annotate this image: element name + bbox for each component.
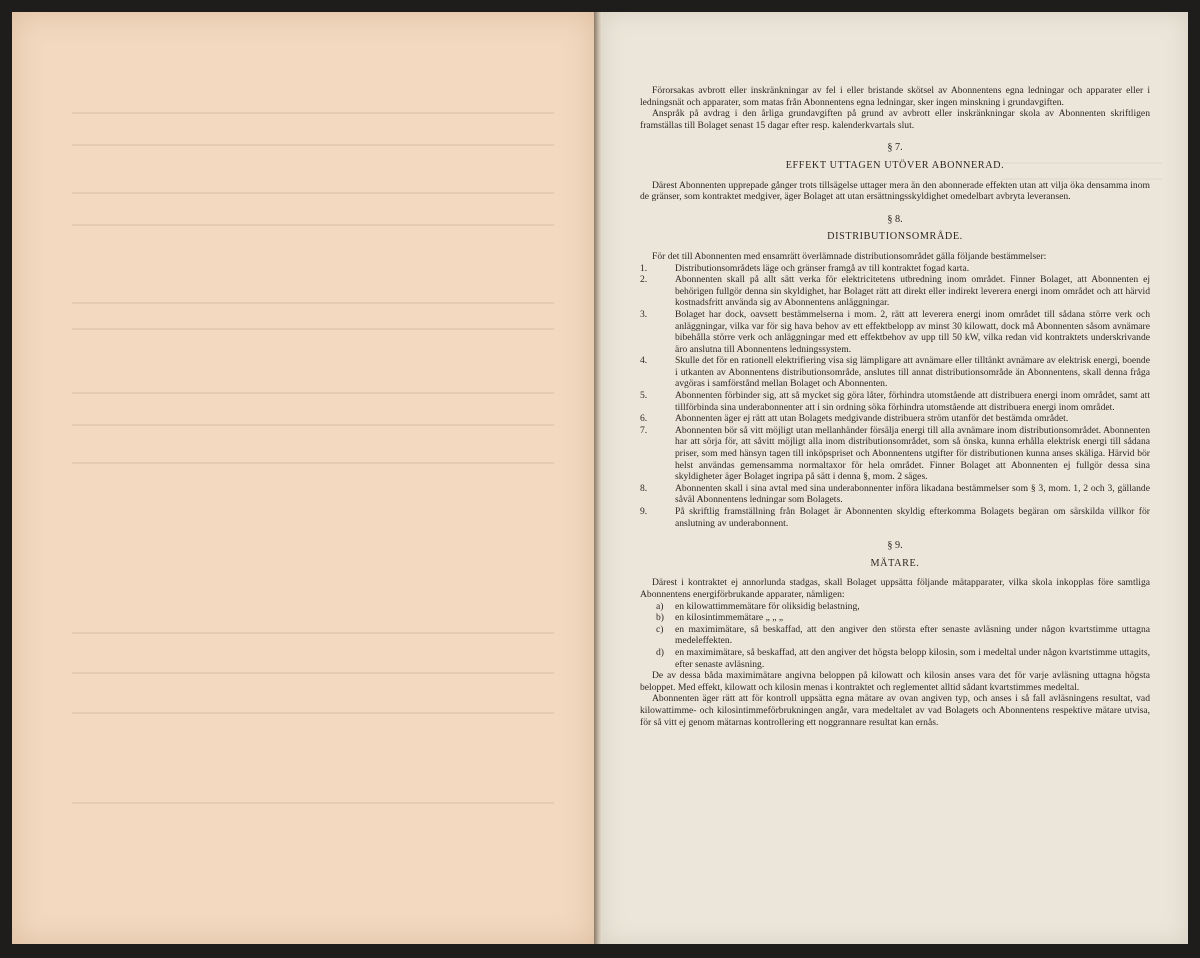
section-9-paragraph-2: De av dessa båda maximimätare angivna beloppen på kilowatt och kilosin anses vara det för varje avläsning uttagna högsta beloppet. Med effekt, kilowatt och kilosin menas i kontraktet och reglementet alltid sådant kvartstimmes medeltal.	[640, 670, 1150, 693]
right-page	[602, 12, 1188, 944]
section-9-paragraph-3: Abonnenten äger rätt att för kontroll uppsätta egna mätare av ovan angiven typ, och anses i så fall avläsningens resultat, vad kilowattimme- och kilosintimmeförbrukningen angår, vara medeltalet av vad Bolagets och Abonnentens respektive mätare utvisa, för så vitt ej genom mätarnas kontrollering ett noggrannare resultat kan ernås.	[640, 693, 1150, 728]
list-item: c) en maximimätare, så beskaffad, att den angiver den största efter senaste avläsning under någon kvartstimme uttagna medeleffekten.	[656, 623, 1150, 647]
list-item: 2. Abonnenten skall på allt sätt verka för elektricitetens utbredning inom området. Finner Bolaget, att Abonnenten ej behörigen fullgör denna sin skyldighet, har Bolaget rätt att direkt eller indirekt leverera energi inom området och att härvid kostnadsfritt använda sig av Abonnentens anläggningar.	[640, 274, 1150, 309]
list-item: 7. Abonnenten bör så vitt möjligt utan mellanhänder försälja energi till alla avnämare inom distributionsområdet. Abonnenten har att sörja för, att såvitt möjligt alla inom distributionsområdet, som så önska, kunna erhålla elektrisk energi till sådana priser, som med hänsyn tagen till inköpspriset och Abonnentens utgifter för distributionen kunna anses skäliga. Härvid bör helst användas gemensamma normaltaxor för hela området. Finner Bolaget att Abonnenten ej fullgör dessa sina skyldigheter äger Bolaget ingripa på sätt i denna §, mom. 2 säges.	[640, 424, 1150, 483]
intro-paragraph-2: Anspråk på avdrag i den årliga grundavgiften på grund av avbrott eller inskränkningar skola av Abonnenten skriftligen framställas till Bolaget senast 15 dagar efter resp. kalenderkvartals slut.	[640, 108, 1150, 131]
page-fold	[594, 12, 602, 944]
section-7-text: Därest Abonnenten upprepade gånger trots tillsägelse uttager mera än den abonnerade effekten utan att vilja öka densamma inom de gränser, som kontraktet medgiver, äger Bolaget att utan ersättningsskyldighet omedelbart avbryta leveransen.	[640, 179, 1150, 203]
list-item: a) en kilowattimmemätare för oliksidig belastning,	[656, 600, 860, 612]
list-item: 4. Skulle det för en rationell elektrifiering visa sig lämpligare att avnämare eller tilltänkt avnämare av elektrisk energi, boende i utkanten av Abonnentens distributionsområde, anslutes till annat distributionsområde än Abonnentens, skall denna fråga avgöras i samförstånd mellan Bolaget och Abonnenten.	[640, 355, 1150, 390]
list-item: d) en maximimätare, så beskaffad, att den angiver det högsta belopp kilosin, som i medeltal under någon kvartstimme uttagits, efter senaste avläsning.	[656, 646, 1150, 670]
section-8-title: DISTRIBUTIONSOMRÅDE.	[827, 231, 963, 243]
list-item: b) en kilosintimmemätare „ „ „	[656, 612, 784, 624]
list-item: 5. Abonnenten förbinder sig, att så mycket sig göra låter, förhindra utomstående att distribuera energi inom området, samt att tillförbinda sina underabonnenter att i sin ordning söka förhindra utomstående att distribuera energi inom området.	[640, 390, 1150, 413]
section-8-number: § 8.	[887, 213, 903, 225]
section-7-number: § 7.	[887, 142, 903, 154]
list-item: 9. På skriftlig framställning från Bolaget är Abonnenten skyldig efterkomma Bolagets begäran om särskilda villkor för anslutning av underabonnent.	[640, 506, 1150, 529]
list-item: 6. Abonnenten äger ej rätt att utan Bolagets medgivande distribuera ström utanför det bestämda området.	[640, 413, 1069, 425]
section-8-intro: För det till Abonnenten med ensamrätt överlämnade distributionsområdet gälla följande bestämmelser:	[652, 250, 1047, 262]
list-item: 1. Distributionsområdets läge och gränser framgå av till kontraktet fogad karta.	[640, 262, 970, 274]
section-9-title: MÄTARE.	[870, 557, 920, 569]
section-9-number: § 9.	[887, 540, 903, 552]
left-page	[12, 12, 594, 944]
list-item: 8. Abonnenten skall i sina avtal med sina underabonnenter införa likadana bestämmelser som § 3, mom. 1, 2 och 3, gällande såväl Abonnentens ledningar som Bolagets.	[640, 482, 1150, 506]
section-9-list	[640, 601, 1150, 671]
intro-paragraph-1: Förorsakas avbrott eller inskränkningar av fel i eller bristande skötsel av Abonnentens egna ledningar och apparater eller i ledningsnät och apparater, som matas från Abonnentens egna ledningar, sker ingen minskning i grundavgiften.	[640, 85, 1150, 108]
section-7-title: EFFEKT UTTAGEN UTÖVER ABONNERAD.	[785, 159, 1005, 171]
section-8-list	[640, 263, 1150, 530]
list-item: 3. Bolaget har dock, oavsett bestämmelserna i mom. 2, rätt att leverera energi inom området till sådana större verk och anläggningar, vilka var för sig hava behov av ett effektbelopp av minst 30 kilowatt, dock må Abonnenten såsom avnämare bibehålla större verk och anläggningar med ett effektbehov av upp till 50 kW, vilka redan vid kontraktets underskrivande äro anslutna till Abonnentens ledningssystem.	[640, 308, 1150, 355]
document-text	[640, 85, 1150, 728]
section-9-intro: Därest i kontraktet ej annorlunda stadgas, skall Bolaget uppsätta följande mätapparater, vilka skola inkopplas före samtliga Abonnentens energiförbrukande apparater, nämligen:	[640, 577, 1150, 600]
